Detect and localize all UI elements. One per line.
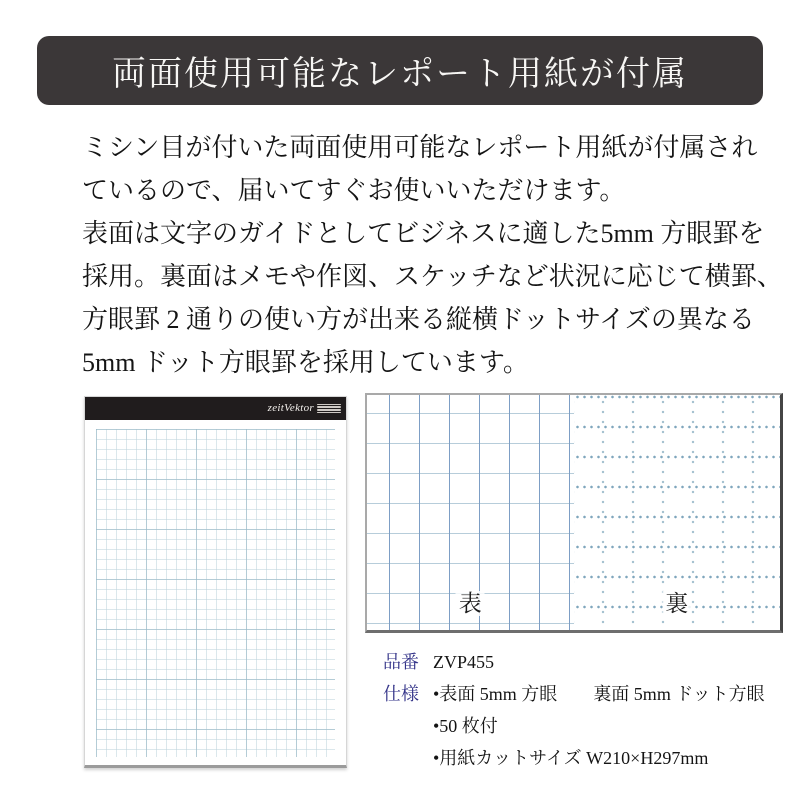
- notepad-grid-paper: [96, 429, 335, 757]
- description-line: ているので、届いてすぐお使いいただけます。: [82, 176, 626, 205]
- spec-front-ruling: •表面 5mm 方眼: [433, 684, 558, 704]
- item-number-value: ZVP455: [433, 652, 495, 672]
- spec-back-ruling: 裏面 5mm ドット方眼: [593, 684, 765, 704]
- front-label: 表: [456, 591, 485, 616]
- description-line: ミシン目が付いた両面使用可能なレポート用紙が付属され: [82, 133, 758, 162]
- notepad-cover-band: [85, 397, 346, 420]
- brand-logo-zeitvektor: zeitVektor: [267, 402, 314, 414]
- section-title: 両面使用可能なレポート用紙が付属: [112, 56, 688, 93]
- spec-line-sheets: •50 枚付: [433, 716, 498, 736]
- brand-fineprint: [317, 403, 341, 414]
- description-line: 5mm ドット方眼罫を採用しています。: [82, 348, 529, 377]
- notepad-product-image: [84, 396, 347, 768]
- spec-line-ruling: [433, 678, 765, 710]
- paper-comparison-image: [365, 393, 783, 633]
- description-line: 採用。裏面はメモや作図、スケッチなど状況に応じて横罫、: [82, 262, 783, 291]
- paper-front-sample: [367, 395, 574, 630]
- back-label: 裏: [662, 591, 691, 616]
- description-paragraph: [82, 126, 783, 384]
- spec-list: [383, 646, 765, 774]
- spec-items: [433, 678, 765, 774]
- paper-back-sample: [574, 395, 781, 630]
- section-header-banner: [37, 36, 763, 105]
- description-line: 方眼罫 2 通りの使い方が出来る縦横ドットサイズの異なる: [82, 305, 755, 334]
- spec-row-item-number: [383, 646, 765, 678]
- spec-row-details: [383, 678, 765, 774]
- spec-label: 仕様: [383, 684, 419, 704]
- spec-line-cut-size: •用紙カットサイズ W210×H297mm: [433, 748, 709, 768]
- item-number-label: 品番: [383, 652, 419, 672]
- description-line: 表面は文字のガイドとしてビジネスに適した5mm 方眼罫を: [82, 219, 765, 248]
